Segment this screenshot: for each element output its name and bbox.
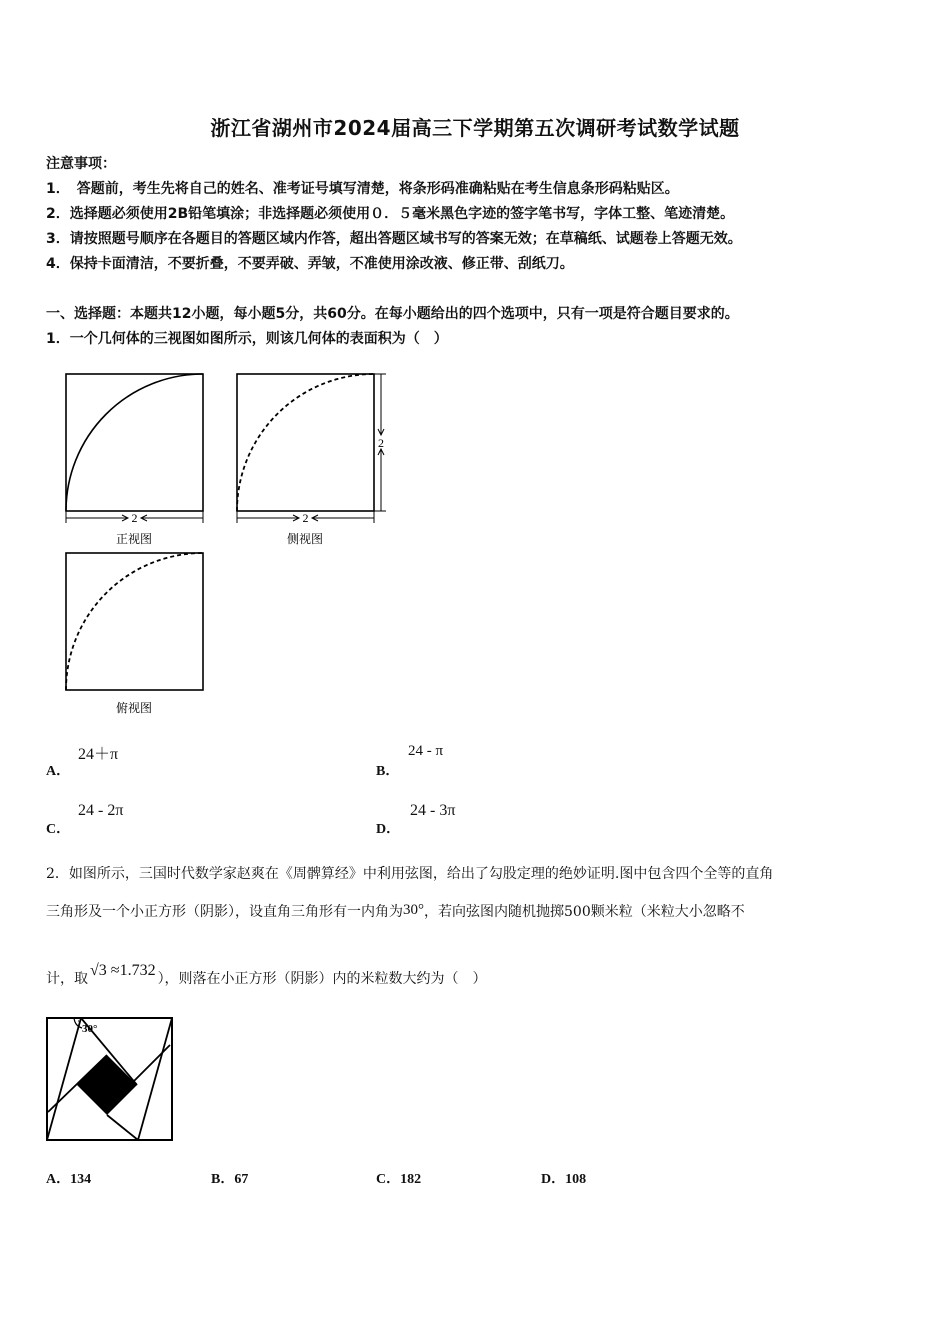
- q1-option-d-value: 24 - 3π: [410, 802, 456, 819]
- q2-option-c-label: C．: [376, 1172, 401, 1187]
- notes-heading: 注意事项：: [46, 156, 116, 172]
- shaded-small-square: [77, 1055, 137, 1115]
- q2-option-a-label: A．: [46, 1172, 71, 1187]
- q1-stem: 1．一个几何体的三视图如图所示，则该几何体的表面积为（ ）: [46, 331, 448, 347]
- q2-option-b-value: 67: [234, 1172, 249, 1187]
- q1-option-c-label: C．: [46, 822, 71, 837]
- q2-option-a: [46, 1168, 91, 1188]
- page-title: 浙江省湖州市2024届高三下学期第五次调研考试数学试题: [210, 116, 740, 140]
- top-view-dashed-arc: [66, 553, 203, 690]
- q1-option-a-label: A．: [46, 764, 71, 779]
- q2-stem-line-2a: 三角形及一个小正方形（阴影），设直角三角形有一内角为: [46, 904, 403, 920]
- q2-stem-line-3: [46, 962, 487, 988]
- q2-sqrt-expr: √3 ≈1.732: [90, 962, 156, 979]
- q2-option-d-value: 108: [565, 1172, 587, 1187]
- notes-item-4: 4．保持卡面清洁，不要折叠，不要弄破、弄皱，不准使用涂改液、修正带、刮纸刀。: [46, 256, 574, 272]
- q2-stem-line-2: [46, 901, 745, 921]
- q1-option-d-label: D．: [376, 822, 401, 837]
- q2-option-b-label: B．: [211, 1172, 235, 1187]
- side-view-dashed-arc: [237, 374, 374, 511]
- q1-three-view-figure: [55, 365, 400, 725]
- q2-option-b: [211, 1168, 248, 1188]
- front-view-arc: [66, 374, 203, 511]
- q2-option-d-label: D．: [541, 1172, 566, 1187]
- top-view: [66, 553, 203, 690]
- side-view-caption: 侧视图: [286, 532, 324, 546]
- front-dim-label: 2: [131, 511, 138, 525]
- q1-option-b-value: 24 - π: [408, 743, 444, 759]
- q2-stem-line-1: 2．如图所示，三国时代数学家赵爽在《周髀算经》中利用弦图，给出了勾股定理的绝妙证明.图中包含四个全等的直角: [46, 866, 774, 882]
- q2-figure-angle-label: 30°: [82, 1023, 98, 1035]
- front-view: [66, 374, 203, 525]
- side-dim-height-label: 2: [378, 436, 384, 450]
- q1-option-c-value: 24 - 2π: [78, 802, 124, 819]
- q2-stem-line-3a: 计，取: [46, 971, 88, 987]
- notes-item-2: 2．选择题必须使用2B铅笔填涂；非选择题必须使用０．５毫米黑色字迹的签字笔书写，字体工整、笔迹清楚。: [46, 206, 735, 222]
- q2-option-d: [541, 1168, 586, 1188]
- side-dim-width-label: 2: [302, 511, 309, 525]
- side-view: [237, 374, 386, 525]
- front-view-caption: 正视图: [115, 532, 153, 546]
- q2-option-c-value: 182: [400, 1172, 422, 1187]
- q2-option-a-value: 134: [70, 1172, 92, 1187]
- q1-option-a-value: 24＋π: [78, 746, 119, 763]
- q2-stem-line-3b: ），则落在小正方形（阴影）内的米粒数大约为（ ）: [157, 971, 487, 987]
- q2-option-c: [376, 1168, 421, 1188]
- notes-item-1: 1． 答题前，考生先将自己的姓名、准考证号填写清楚，将条形码准确粘贴在考生信息条形码粘贴区。: [46, 181, 679, 197]
- notes-item-3: 3．请按照题号顺序在各题目的答题区域内作答，超出答题区域书写的答案无效；在草稿纸、试题卷上答题无效。: [46, 231, 742, 247]
- top-view-caption: 俯视图: [115, 701, 153, 715]
- q2-stem-line-2b: ，若向弦图内随机抛掷500颗米粒（米粒大小忽略不: [424, 904, 745, 920]
- q2-angle: 30°: [403, 902, 424, 918]
- section-heading: 一、选择题：本题共12小题，每小题5分，共60分。在每小题给出的四个选项中，只有一项是符合题目要求的。: [46, 306, 739, 322]
- q2-xian-diagram: [44, 1012, 179, 1145]
- q1-option-b-label: B．: [376, 764, 400, 779]
